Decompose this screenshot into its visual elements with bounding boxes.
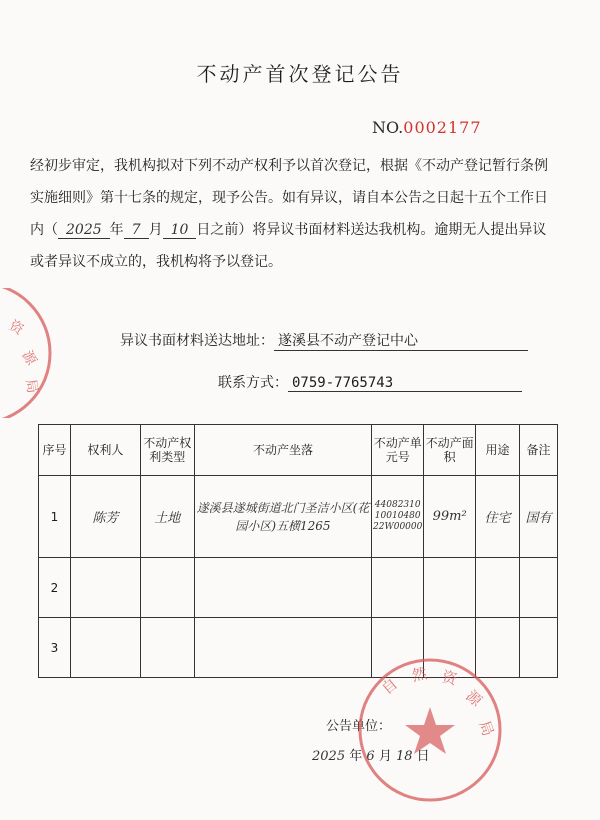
svg-text:局: 局 xyxy=(22,377,41,395)
contact-value: 0759-7765743 xyxy=(288,375,522,392)
serial-digits: 0002177 xyxy=(403,118,482,137)
cell-no: 1 xyxy=(39,476,71,558)
date-year: 2025 xyxy=(312,749,346,764)
notice-paragraph xyxy=(30,150,560,278)
header-holder: 权利人 xyxy=(70,425,140,476)
header-right-type: 不动产权利类型 xyxy=(140,425,194,476)
deadline-month: 7 xyxy=(124,222,149,239)
contact-info xyxy=(218,372,522,392)
table-header-row xyxy=(39,425,558,476)
star-icon xyxy=(405,707,455,754)
cell-remark: 国有 xyxy=(520,476,558,558)
header-unit-no: 不动产单元号 xyxy=(372,425,424,476)
cell-remark xyxy=(520,558,558,618)
cell-location xyxy=(194,558,372,618)
cell-area: 99m² xyxy=(424,476,476,558)
date-year-unit: 年 xyxy=(349,749,363,764)
header-area: 不动产面 积 xyxy=(424,425,476,476)
cell-right-type: 土地 xyxy=(140,476,194,558)
svg-text:自: 自 xyxy=(378,674,402,699)
header-no: 序号 xyxy=(39,425,71,476)
svg-text:然: 然 xyxy=(410,664,429,685)
cell-right-type xyxy=(140,618,194,678)
date-day-unit: 日 xyxy=(416,749,430,764)
table-row xyxy=(39,476,558,558)
table-row xyxy=(39,558,558,618)
date-month-unit: 月 xyxy=(378,749,392,764)
paragraph-tail: 日之前）将异议书面材料送达我机构。逾期无人提出异议或者异议不成立的，我机构将予以登记。 xyxy=(30,222,547,270)
cell-use xyxy=(476,558,520,618)
svg-text:资: 资 xyxy=(440,667,459,689)
deadline-month-unit: 月 xyxy=(148,222,163,238)
paragraph-lead: 经初步审定，我机构拟对下列不动产权利予以首次登记，根据《不动产登记暂行条例实施细则》第十七条的规定，现予公告。如有异议，请自本公告之日起十五个工作日内（ xyxy=(30,158,548,238)
contact-label: 联系方式： xyxy=(218,375,288,391)
svg-text:源: 源 xyxy=(18,348,40,369)
header-remark: 备注 xyxy=(520,425,558,476)
cell-holder xyxy=(70,618,140,678)
cell-remark xyxy=(520,618,558,678)
cell-right-type xyxy=(140,558,194,618)
address-label: 异议书面材料送达地址： xyxy=(120,333,274,349)
address-value: 遂溪县不动产登记中心 xyxy=(274,330,528,351)
notice-title: 不动产首次登记公告 xyxy=(196,62,404,86)
cell-no: 3 xyxy=(39,618,71,678)
serial-number xyxy=(372,118,482,137)
svg-text:局: 局 xyxy=(475,718,498,739)
deadline-year-unit: 年 xyxy=(109,222,124,238)
cell-unit-no xyxy=(372,558,424,618)
cell-holder xyxy=(70,558,140,618)
cell-use: 住宅 xyxy=(476,476,520,558)
right-seal xyxy=(355,655,505,805)
left-seal xyxy=(0,288,60,418)
header-location: 不动产坐落 xyxy=(194,425,372,476)
deadline-year: 2025 xyxy=(58,222,110,239)
cell-location xyxy=(194,618,372,678)
serial-prefix: NO. xyxy=(372,118,404,137)
cell-area xyxy=(424,558,476,618)
property-table xyxy=(38,424,558,678)
svg-text:源: 源 xyxy=(462,686,486,711)
date-month: 6 xyxy=(366,749,375,764)
cell-location: 遂溪县遂城街道北门圣洁小区(花园小区)五横1265 xyxy=(194,476,372,558)
unit-label: 公告单位： xyxy=(326,719,392,734)
cell-holder: 陈芳 xyxy=(70,476,140,558)
cell-unit-no: 440823101001048022W00000 xyxy=(372,476,424,558)
cell-no: 2 xyxy=(39,558,71,618)
header-use: 用途 xyxy=(476,425,520,476)
deadline-day: 10 xyxy=(163,222,197,239)
date-day: 18 xyxy=(395,749,413,764)
objection-address xyxy=(120,330,528,351)
svg-text:资: 资 xyxy=(6,317,27,339)
